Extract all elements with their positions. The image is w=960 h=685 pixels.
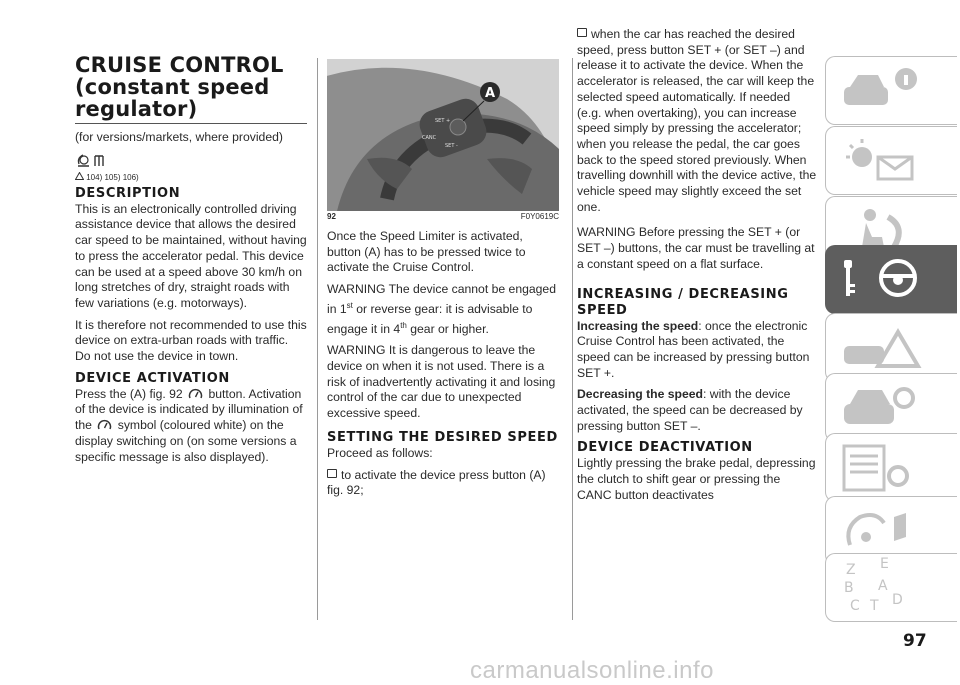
increase-label: Increasing the speed	[577, 318, 699, 333]
warning-gear	[327, 282, 559, 337]
warn-gear-a: WARNING The device cannot be engaged in 1	[327, 282, 556, 316]
warn-gear-sup1: st	[346, 300, 353, 310]
title-underline	[75, 123, 307, 124]
deactivation-text: Lightly pressing the brake pedal, depressing the clutch to shift gear or pressing the CANC button deactivates	[577, 456, 816, 502]
watermark: carmanualsonline.info	[470, 657, 714, 684]
figure-92-steering-wheel	[327, 59, 559, 211]
page-number: 97	[903, 631, 927, 651]
index-letter-z: Z	[846, 562, 856, 578]
page-title: CRUISE CONTROL (constant speed regulator)	[75, 53, 284, 121]
tab-steering-key[interactable]	[825, 245, 957, 314]
index-letter-c: C	[850, 598, 860, 614]
cruise-control-book-icon	[75, 152, 307, 170]
speedometer-icon	[188, 387, 203, 400]
index-letter-t: T	[870, 598, 879, 614]
car-info-icon	[826, 57, 957, 124]
tab-maintenance[interactable]	[825, 373, 957, 442]
tab-car-info[interactable]	[825, 56, 957, 125]
warning-lights-icon	[826, 127, 957, 194]
deactivation-heading: DEVICE DEACTIVATION	[577, 440, 753, 456]
fig-marker-a: A	[484, 86, 496, 101]
fig-button-set-minus: SET -	[445, 143, 458, 149]
decrease-label: Decreasing the speed	[577, 387, 703, 402]
warn-gear-sup2: th	[400, 320, 407, 330]
bullet-activate: to activate the device press button (A) fig. 92;	[327, 468, 559, 499]
column-3	[577, 27, 817, 510]
tab-index[interactable]	[825, 553, 957, 622]
column-divider	[317, 58, 318, 620]
emergency-triangle-icon	[826, 314, 957, 381]
warning-refs	[75, 172, 307, 182]
index-icon	[826, 554, 957, 621]
column-divider-2	[572, 58, 573, 620]
car-maintenance-icon	[826, 374, 957, 441]
fig-button-set-plus: SET +	[435, 118, 451, 124]
fig-button-canc: CANC	[422, 135, 437, 141]
figure-caption	[327, 212, 559, 221]
index-letter-b: B	[844, 580, 854, 596]
warn-gear-c: gear or higher.	[406, 321, 489, 336]
index-letter-e: E	[880, 556, 889, 572]
inc-dec-heading: INCREASING / DECREASING SPEED	[577, 286, 789, 318]
increase-paragraph	[577, 319, 817, 382]
activation-heading: DEVICE ACTIVATION	[75, 370, 230, 386]
tab-emergency[interactable]	[825, 313, 957, 382]
refs-text: 104) 105) 106)	[86, 172, 139, 182]
speed-limiter-paragraph: Once the Speed Limiter is activated, button (A) has to be pressed twice to activate the Cruise Control.	[327, 229, 526, 275]
steering-key-icon	[826, 246, 957, 313]
column-1	[75, 0, 307, 471]
setting-speed-heading: SETTING THE DESIRED SPEED	[327, 429, 558, 445]
availability-note: (for versions/markets, where provided)	[75, 130, 283, 144]
warning-before-set: WARNING Before pressing the SET + (or SET –) buttons, the car must be travelling at a constant speed on a flat surface.	[577, 225, 815, 271]
tab-warning-lights[interactable]	[825, 126, 957, 195]
increase-text: : once the electronic Cruise Control has been activated, the speed can be increased by pressing button SET +.	[577, 318, 810, 380]
column-2	[327, 0, 559, 505]
specifications-icon	[826, 434, 957, 501]
warning-triangle-icon	[75, 172, 84, 180]
bullet-set-speed: when the car has reached the desired speed, press button SET + (or SET –) and release it to activate the device. When the accelerator is released, the car will keep the selected speed automatically. If needed (e.g. when overtaking), you can increase speed simply by pressing the accelerator; when you release the pedal, the car goes back to the speed stored previously. When travelling downhill with the device active, the vehicle speed may slightly exceed the set one.	[577, 27, 817, 214]
index-letter-a: A	[878, 578, 888, 594]
cruise-symbol-icon	[97, 418, 112, 431]
activation-text-a: Press the (A) fig. 92	[75, 386, 183, 401]
decrease-paragraph	[577, 387, 817, 434]
figure-code: F0Y0619C	[520, 212, 559, 221]
warning-danger: WARNING It is dangerous to leave the device on when it is not used. There is a risk of inadvertently activating it and losing control of the car due to unexpected excessive speed.	[327, 343, 556, 421]
activation-text-c: symbol (coloured white) on the display switching on (on some versions a specific message is also displayed).	[75, 418, 297, 464]
description-p2: It is therefore not recommended to use this device on extra-urban roads with traffic. Do not use the device in town.	[75, 317, 307, 364]
description-p1: This is an electronically controlled driving assistance device that allows the desired car speed to be maintained, without having to press the accelerator pedal. This device can be used at a speed above 30 km/h on long stretches of dry, straight roads with few variations (e.g. motorways).	[75, 201, 307, 310]
activation-paragraph	[75, 387, 307, 466]
figure-number: 92	[327, 212, 336, 221]
index-letter-d: D	[892, 592, 903, 608]
description-heading: DESCRIPTION	[75, 185, 181, 201]
tab-specifications[interactable]	[825, 433, 957, 502]
proceed-text: Proceed as follows:	[327, 445, 433, 460]
activation-text-b: button. Activation of the device is indicated by illumination of the	[75, 386, 303, 433]
warn-gear-b: or reverse gear: it is advisable to engage it in 4	[327, 301, 533, 336]
decrease-text: : with the device activated, the speed can be decreased by pressing button SET –.	[577, 387, 803, 433]
